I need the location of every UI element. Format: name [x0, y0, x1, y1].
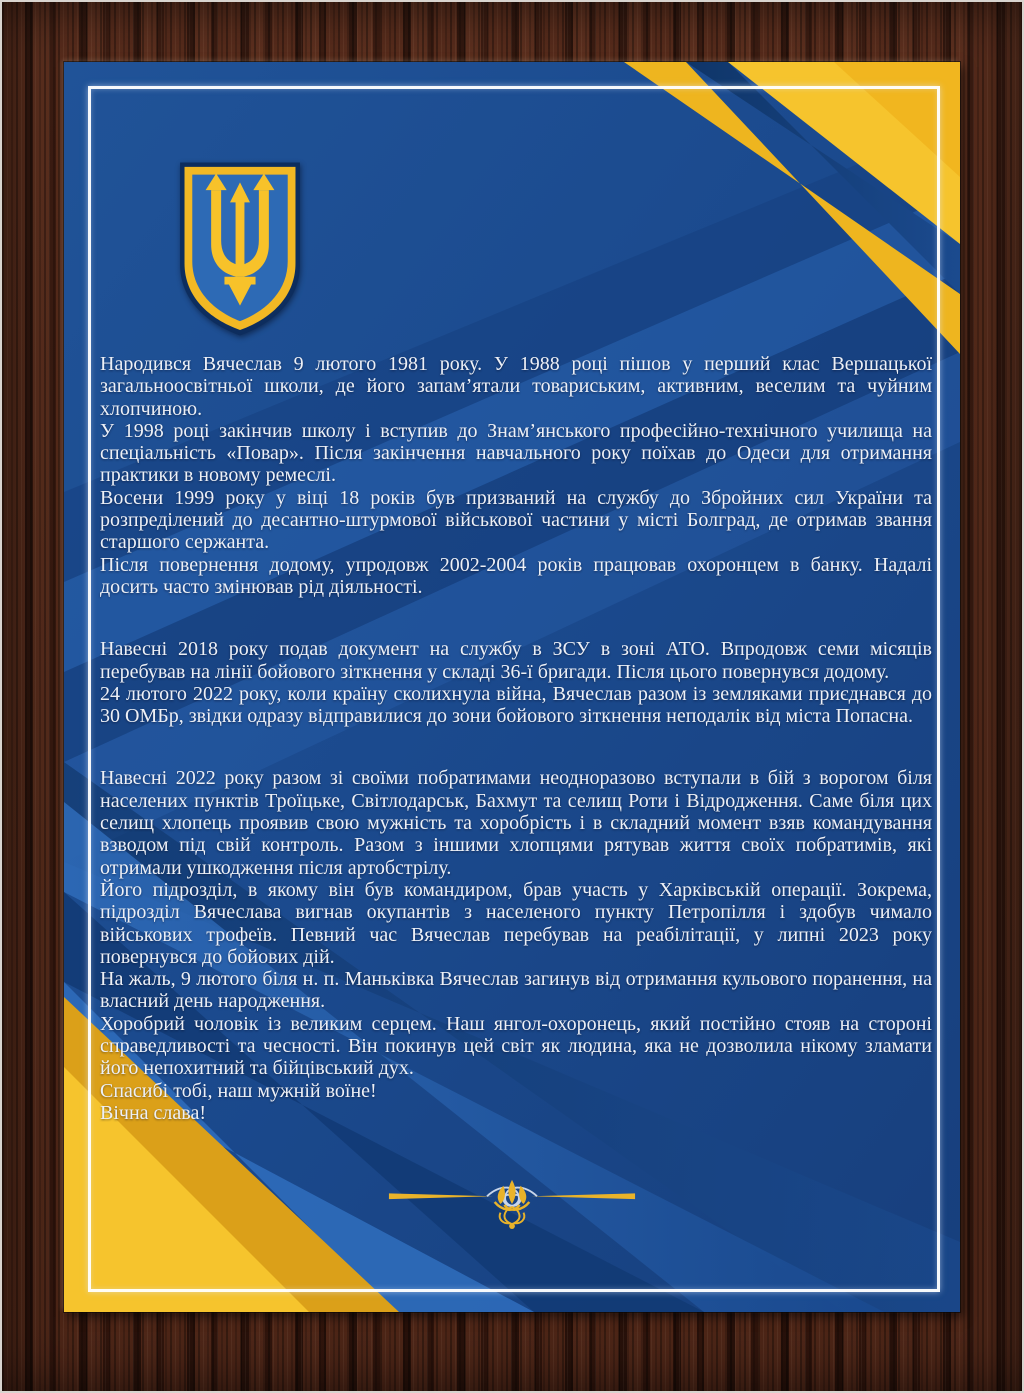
flourish-divider-icon — [387, 1174, 637, 1232]
memorial-paragraph: 24 лютого 2022 року, коли країну сколихнула війна, Вячеслав разом із земляками приєднався до 30 ОМБр, звідки одразу відправилися до зони бойового зіткнення неподалік від міста Попасна. — [100, 682, 932, 728]
memorial-text — [100, 353, 932, 1124]
memorial-paragraph: Після повернення додому, упродовж 2002-2004 років працював охоронцем в банку. Надалі досить часто змінював рід діяльності. — [100, 553, 932, 598]
memorial-paragraph: Восени 1999 року у віці 18 років був призваний на службу до Збройних сил України та розпреділений до десантно-штурмової військової частини у місті Болград, де отримав звання старшого сержанта. — [100, 486, 932, 554]
memorial-paragraph: Його підрозділ, в якому він був командиром, брав участь у Харківській операції. Зокрема, підрозділ Вячеслава вигнав окупантів з населеного пункту Петропілля і здобув чимало військових трофеїв. Певний час Вячеслав перебував на реабілітації, у липні 2023 року повернувся до бойових дій. — [100, 878, 932, 968]
memorial-paragraph: Народився Вячеслав 9 лютого 1981 року. У 1988 році пішов у перший клас Вершацької загальноосвітньої школи, де його запам’ятали товариським, активним, веселим та чуйним хлопчиною. — [100, 353, 932, 420]
memorial-paragraph: Вічна слава! — [100, 1101, 206, 1124]
memorial-paragraph: Спасибі тобі, наш мужній воїне! — [100, 1079, 377, 1102]
tryzub-trident-icon — [172, 158, 308, 340]
coat-of-arms-emblem — [172, 158, 308, 340]
memorial-paragraph: Навесні 2018 року подав документ на службу в ЗСУ в зоні АТО. Впродовж семи місяців перебував на лінії бойового зіткнення у складі 36-ї бригади. Після цього повернувся додому. — [100, 638, 932, 683]
memorial-paragraph: На жаль, 9 лютого біля н. п. Маньківка Вячеслав загинув від отримання кульового поранення, на власний день народження. — [100, 968, 932, 1013]
plaque — [64, 62, 960, 1312]
memorial-paragraph: Хоробрий чоловік із великим серцем. Наш янгол-охоронець, який постійно стояв на стороні справедливості та чесності. Він покинув цей світ як людина, яка не дозволила нікому зламати його непохитний та бійцівський дух. — [100, 1012, 932, 1080]
memorial-paragraph: Навесні 2022 року разом зі своїми побратимами неодноразово вступали в бій з ворогом біля населених пунктів Троїцьке, Світлодарськ, Бахмут та селищ Роти і Відродження. Саме біля цих селищ хлопець проявив свою мужність та хоробрість і в складний момент взяв командування взводом під свій контроль. Разом з іншими хлопцями рятував життя своїх побратимів, які отримали ушкодження після артобстрілу. — [100, 767, 932, 879]
memorial-paragraph: У 1998 році закінчив школу і вступив до Знам’янського професійно-технічного училища на спеціальність «Повар». Після закінчення навчального року поїхав до Одеси для отримання практики в новому ремеслі. — [100, 419, 932, 487]
